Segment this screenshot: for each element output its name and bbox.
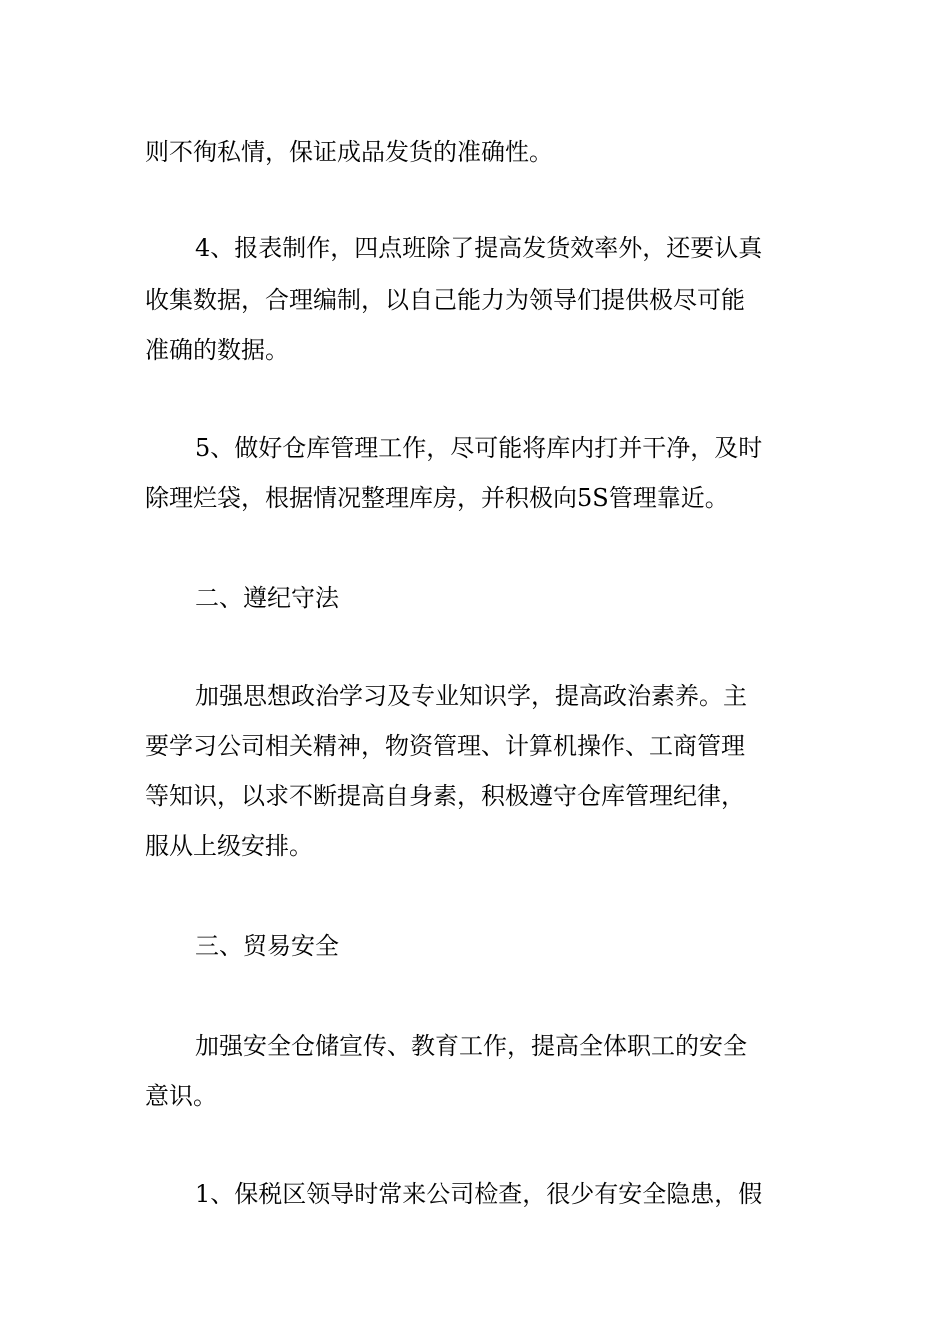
paragraph-line: 则不徇私情，保证成品发货的准确性。: [145, 138, 553, 166]
paragraph-line: 要学习公司相关精神，物资管理、计算机操作、工商管理: [145, 732, 745, 760]
paragraph-line: 等知识，以求不断提高自身素，积极遵守仓库管理纪律，: [145, 782, 745, 810]
paragraph-line: 加强思想政治学习及专业知识学，提高政治素养。主: [195, 682, 747, 710]
paragraph-line: 意识。: [145, 1082, 217, 1110]
paragraph-line: 收集数据，合理编制，以自己能力为领导们提供极尽可能: [145, 286, 745, 314]
paragraph-line: 服从上级安排。: [145, 832, 313, 860]
paragraph-line: 4、报表制作，四点班除了提高发货效率外，还要认真: [195, 234, 763, 262]
paragraph-line: 除理烂袋，根据情况整理库房，并积极向5S管理靠近。: [145, 484, 729, 512]
paragraph-line: 加强安全仓储宣传、教育工作，提高全体职工的安全: [195, 1032, 747, 1060]
section-heading: 三、贸易安全: [195, 932, 339, 960]
paragraph-line: 准确的数据。: [145, 336, 289, 364]
section-heading: 二、遵纪守法: [195, 584, 339, 612]
paragraph-line: 1、保税区领导时常来公司检查，很少有安全隐患，假: [195, 1180, 763, 1208]
paragraph-line: 5、做好仓库管理工作，尽可能将库内打并干净，及时: [195, 434, 763, 462]
